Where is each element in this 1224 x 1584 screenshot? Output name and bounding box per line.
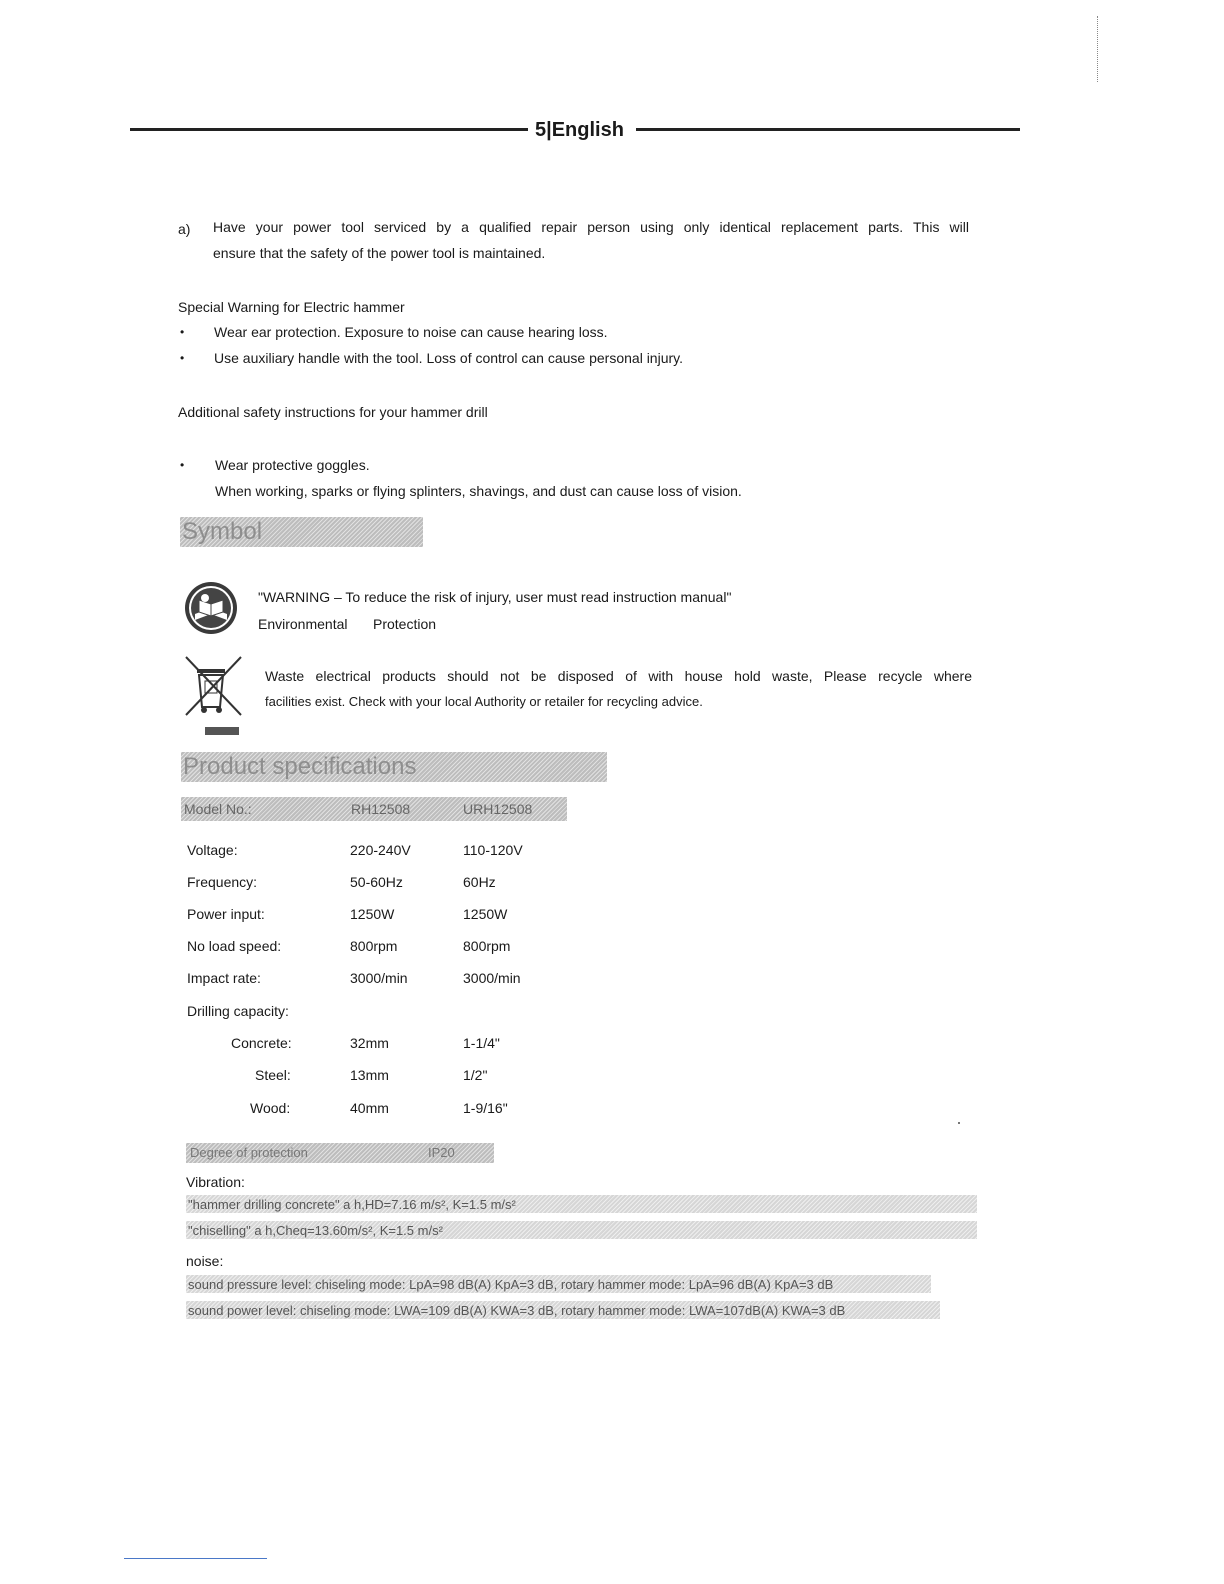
spec-row-value-urh: 1250W [463,906,508,922]
spec-row-value-urh: 3000/min [463,970,521,986]
weee-line-2: facilities exist. Check with your local Authority or retailer for recycling advice. [265,694,703,709]
product-specifications-heading-text: Product specifications [183,753,417,780]
bullet-dot: • [180,458,185,472]
model-urh12508: URH12508 [463,801,533,817]
bullet-dot: • [180,325,185,339]
spec-row-label: No load speed: [187,938,282,954]
special-warning-bullet: Wear ear protection. Exposure to noise can cause hearing loss. [214,324,608,340]
spec-row-label: Steel: [255,1067,291,1083]
additional-bullet: Wear protective goggles. [215,457,370,473]
spec-row-value-urh: 800rpm [463,938,511,954]
spec-row-label: Frequency: [187,874,258,890]
spec-row-value-urh: 1-9/16" [463,1100,508,1116]
noise-title: noise: [186,1253,224,1269]
noise-sound-power: sound power level: chiseling mode: LWA=109 dB(A) KWA=3 dB, rotary hammer mode: LWA=107dB(A) KWA=3 dB [188,1303,846,1318]
service-line-1: Have your power tool serviced by a qualified repair person using only identical replacement parts. This will [213,219,969,235]
additional-title: Additional safety instructions for your hammer drill [178,404,488,420]
header-rule-left [130,128,528,131]
spec-row-value-urh: 1/2" [463,1067,488,1083]
model-no-label: Model No.: [184,801,252,817]
product-specifications-heading [181,752,607,782]
spec-row-value-urh: 1-1/4" [463,1035,500,1051]
spec-row-label: Impact rate: [187,970,261,986]
spec-row-value-rh: 1250W [350,906,395,922]
degree-of-protection-bar [186,1143,494,1163]
service-line-2: ensure that the safety of the power tool is maintained. [213,245,546,261]
symbol-heading-text: Symbol [182,518,263,545]
model-rh12508: RH12508 [351,801,411,817]
read-manual-icon [183,580,239,636]
special-warning-title: Special Warning for Electric hammer [178,299,405,315]
stray-mark [958,1122,960,1124]
margin-mark [1097,16,1099,82]
manual-warning-text: "WARNING – To reduce the risk of injury, user must read instruction manual" [258,589,732,605]
spec-row-value-rh: 13mm [350,1067,389,1083]
symbol-heading [180,517,423,547]
page-label: 5|English [535,119,624,141]
environmental-value: Protection [373,616,437,632]
degree-of-protection-value: IP20 [428,1145,455,1160]
additional-continuation: When working, sparks or flying splinters, shavings, and dust can cause loss of vision. [215,483,742,499]
header-rule-right [636,128,1020,131]
crossed-bin-icon [183,655,247,737]
weee-line-1: Waste electrical products should not be disposed of with house hold waste, Please recycle where [265,668,972,684]
special-warning-bullet: Use auxiliary handle with the tool. Loss of control can cause personal injury. [214,350,683,366]
footer-rule [124,1558,267,1559]
spec-row-value-rh: 220-240V [350,842,411,858]
degree-of-protection-label: Degree of protection [190,1145,308,1160]
spec-row-label: Wood: [250,1100,291,1116]
spec-row-label: Concrete: [231,1035,292,1051]
spec-row-value-rh: 50-60Hz [350,874,403,890]
bullet-dot: • [180,351,185,365]
spec-row-label: Voltage: [187,842,238,858]
environmental-label: Environmental [258,616,348,632]
spec-row-value-rh: 40mm [350,1100,389,1116]
spec-row-value-urh: 60Hz [463,874,496,890]
vibration-hammer-drilling: "hammer drilling concrete" a h,HD=7.16 m/s², K=1.5 m/s² [188,1197,516,1212]
spec-row-value-urh: 110-120V [463,842,523,858]
noise-sound-pressure: sound pressure level: chiseling mode: LpA=98 dB(A) KpA=3 dB, rotary hammer mode: LpA=96 dB(A) KpA=3 dB [188,1277,834,1292]
spec-row-label: Power input: [187,906,265,922]
vibration-chiselling: "chiselling" a h,Cheq=13.60m/s², K=1.5 m/s² [188,1223,443,1238]
spec-row-label: Drilling capacity: [187,1003,289,1019]
spec-row-value-rh: 800rpm [350,938,398,954]
spec-row-value-rh: 32mm [350,1035,389,1051]
spec-row-value-rh: 3000/min [350,970,408,986]
service-marker: a) [178,221,191,237]
vibration-title: Vibration: [186,1174,245,1190]
